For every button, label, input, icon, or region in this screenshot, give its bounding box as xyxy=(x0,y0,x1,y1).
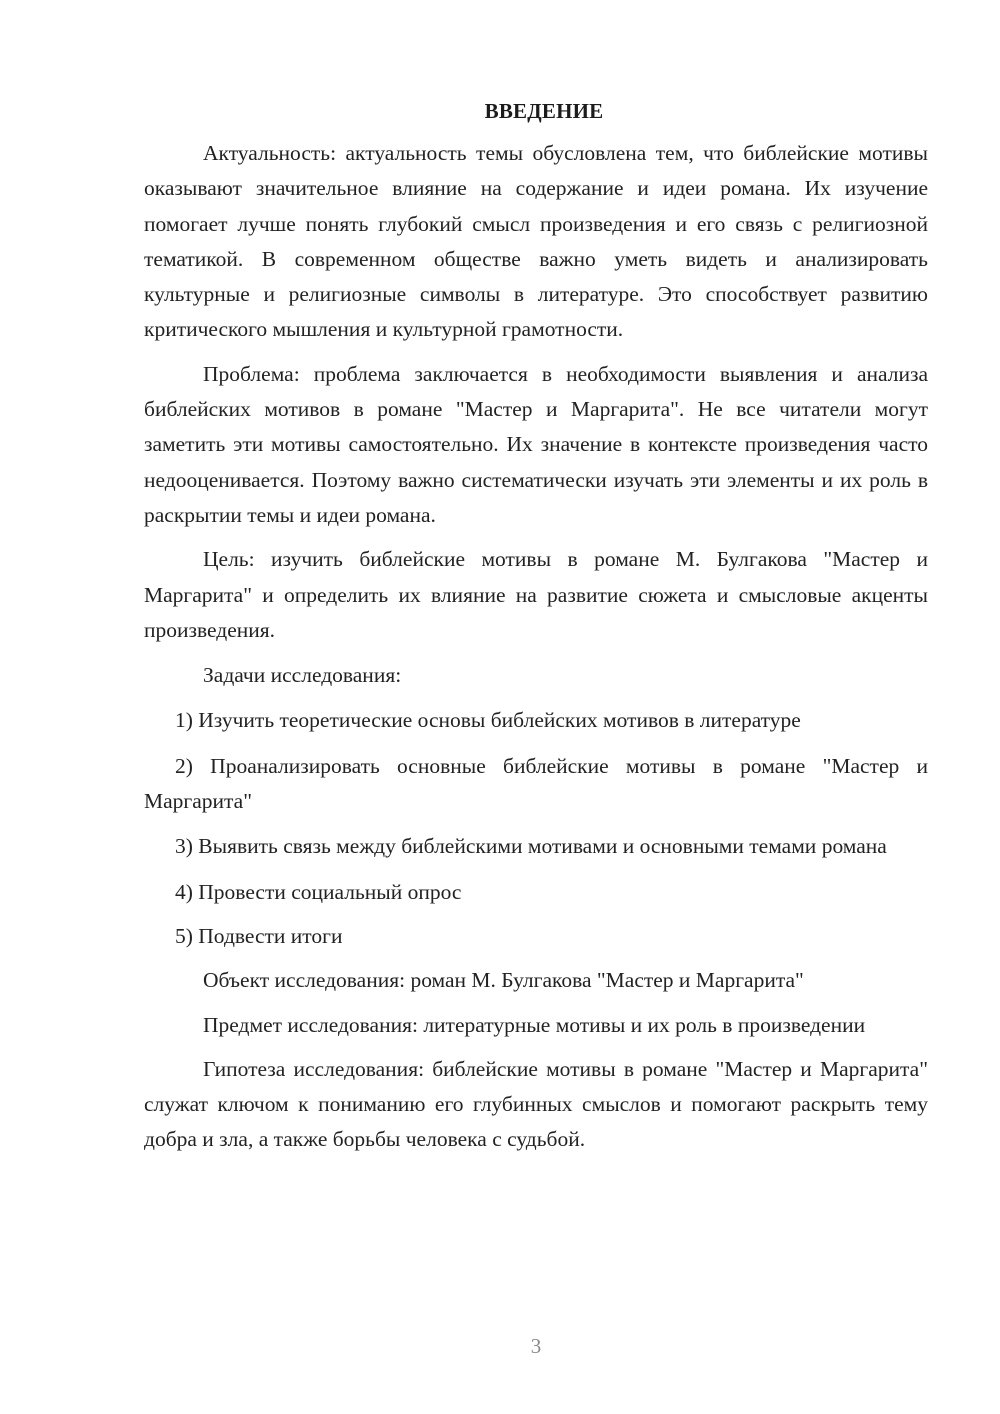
page-number: 3 xyxy=(530,1334,542,1358)
subject-paragraph: Предмет исследования: литературные мотивы и их роль в произведении xyxy=(203,1012,866,1037)
hypothesis-paragraph: Гипотеза исследования: библейские мотивы в романе "Мастер и Маргарита" служат ключом к пониманию его глубинных смыслов и помогают раскрыть тему добра и зла, а также борьбы человека с судьбой. xyxy=(144,1056,928,1152)
task-item-4: 4) Провести социальный опрос xyxy=(175,879,462,904)
task-item-1: 1) Изучить теоретические основы библейских мотивов в литературе xyxy=(175,708,801,733)
task-item-2: 2) Проанализировать основные библейские мотивы в романе "Мастер и Маргарита" xyxy=(144,753,928,814)
goal-paragraph: Цель: изучить библейские мотивы в романе М. Булгакова "Мастер и Маргарита" и определить их влияние на развитие сюжета и смысловые акценты произведения. xyxy=(144,547,928,642)
problem-paragraph: Проблема: проблема заключается в необходимости выявления и анализа библейских мотивов в романе "Мастер и Маргарита". Не все читатели могут заметить эти мотивы самостоятельно. Их значение в контексте произведения часто недооценивается. Поэтому важно систематически изучать эти элементы и их роль в раскрытии темы и идеи романа. xyxy=(144,361,928,527)
object-paragraph: Объект исследования: роман М. Булгакова "Мастер и Маргарита" xyxy=(203,968,804,993)
section-title: ВВЕДЕНИЕ xyxy=(484,99,604,123)
relevance-paragraph: Актуальность: актуальность темы обусловлена тем, что библейские мотивы оказывают значительное влияние на содержание и идеи романа. Их изучение помогает лучше понять глубокий смысл произведения и его связь с религиозной тематикой. В современном обществе важно уметь видеть и анализировать культурные и религиозные символы в литературе. Это способствует развитию критического мышления и культурной грамотности. xyxy=(144,141,928,342)
task-item-3: 3) Выявить связь между библейскими мотивами и основными темами романа xyxy=(175,834,887,859)
task-item-5: 5) Подвести итоги xyxy=(175,923,343,948)
document-body xyxy=(144,95,928,1158)
tasks-heading: Задачи исследования: xyxy=(203,663,402,688)
